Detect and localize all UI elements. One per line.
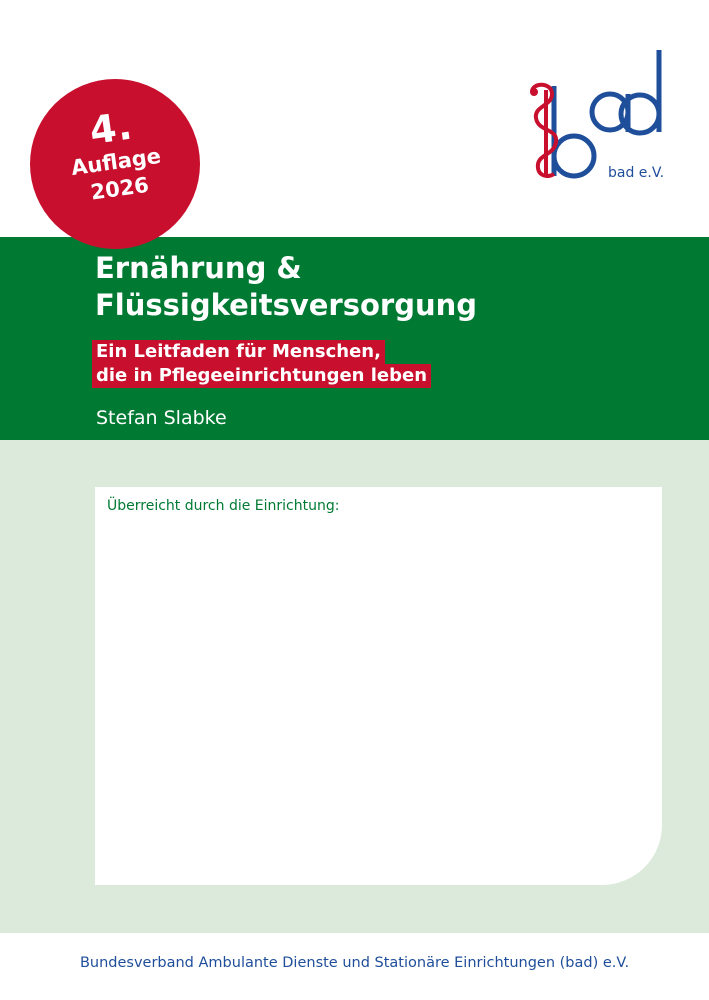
publisher-name: Bundesverband Ambulante Dienste und Stationäre Einrichtungen (bad) e.V.	[79, 955, 630, 971]
edition-year: 2026	[89, 172, 151, 205]
bad-logo	[522, 44, 672, 194]
footer	[0, 933, 709, 1000]
handover-label: Überreicht durch die Einrichtung:	[107, 498, 340, 514]
page-title	[95, 250, 477, 324]
logo-stroke-b-bowl	[554, 136, 594, 176]
subtitle-line-2: die in Pflegeeinrichtungen leben	[92, 364, 431, 388]
title-line-1: Ernährung &	[95, 251, 302, 285]
edition-label: Auflage	[69, 143, 163, 181]
subtitle	[92, 340, 431, 388]
edition-badge	[30, 79, 200, 249]
logo-caption: bad e.V.	[608, 165, 665, 181]
handover-field	[95, 487, 662, 885]
title-line-2: Flüssigkeitsversorgung	[95, 288, 478, 322]
edition-number: 4.	[86, 103, 136, 154]
author-name: Stefan Slabke	[96, 407, 227, 429]
subtitle-line-1: Ein Leitfaden für Menschen,	[92, 340, 385, 364]
